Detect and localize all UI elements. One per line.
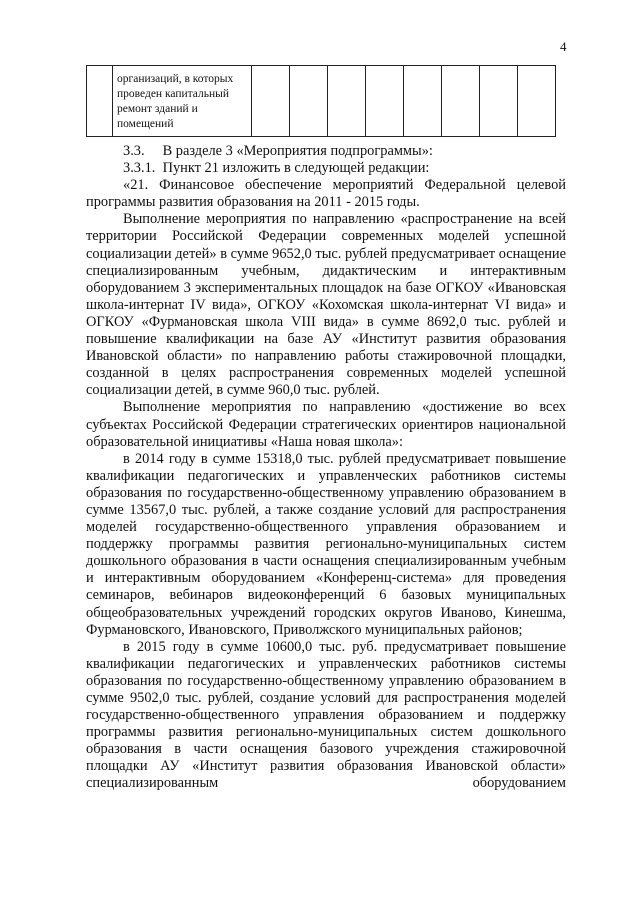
table-cell-value	[442, 66, 480, 137]
table-cell-value	[404, 66, 442, 137]
paragraph: Выполнение мероприятия по направлению «распространение на всей территории Российской Федерации современных моделей успешной социализации детей» в сумме 9652,0 тыс. рублей предусматривает оснащение специализированным учебным, дидактическим и интерактивным оборудованием 3 экспериментальных площадок на базе ОГКОУ «Ивановская школа-интернат IV вида», ОГКОУ «Кохомская школа-интернат VI вида» и ОГКОУ «Фурмановская школа VIII вида» в сумме 8692,0 тыс. рублей и повышение квалификации на базе АУ «Институт развития образования Ивановской области» по направлению работы стажировочной площадки, созданной в целях распространения современных моделей успешной социализации детей, в сумме 960,0 тыс. рублей.	[86, 211, 566, 399]
paragraph: в 2014 году в сумме 15318,0 тыс. рублей предусматривает повышение квалификации педагогических и управленческих работников системы образования по государственно-общественному управлению образованием в сумме 13567,0 тыс. рублей, а также создание условий для распространения моделей государственно-общественного управления образованием и поддержку программы развития регионально-муниципальных систем дошкольного образования в части оснащения специализированным учебным и интерактивным оборудованием «Конференц-система» для проведения семинаров, вебинаров видеоконференций 6 базовых муниципальных общеобразовательных учреждений городских округов Иваново, Кинешма, Фурмановского, Ивановского, Приволжского муниципальных районов;	[86, 450, 566, 638]
section-heading: 3.3. В разделе 3 «Мероприятия подпрограммы»:	[123, 143, 433, 159]
table-cell-indicator: организаций, в которых проведен капитальный ремонт зданий и помещений	[113, 66, 252, 137]
table-cell-value	[366, 66, 404, 137]
table-cell-value	[518, 66, 556, 137]
page-number: 4	[560, 39, 567, 54]
paragraph: в 2015 году в сумме 10600,0 тыс. руб. предусматривает повышение квалификации педагогических и управленческих работников системы образования по государственно-общественному управлению образованием в сумме 9502,0 тыс. рублей, создание условий для распространения моделей государственно-общественного управления образованием и поддержку программы развития регионально-муниципальных систем дошкольного образования в части оснащения базового учреждения стажировочной площадки АУ «Институт развития образования Ивановской области» специализированным оборудованием	[86, 638, 566, 792]
table-cell-value	[328, 66, 366, 137]
table-cell-value	[290, 66, 328, 137]
subsection-heading: 3.3.1. Пункт 21 изложить в следующей редакции:	[123, 160, 430, 177]
continued-table	[86, 65, 556, 137]
table-cell-value	[480, 66, 518, 137]
table-cell-number	[87, 66, 113, 137]
document-body	[86, 143, 566, 793]
paragraph: Выполнение мероприятия по направлению «достижение во всех субъектах Российской Федерации стратегических ориентиров национальной образовательной инициативы «Наша новая школа»:	[86, 399, 566, 450]
paragraph: программы развития образования на 2011 - 2015 годы.	[86, 194, 420, 211]
table-cell-value	[252, 66, 290, 137]
table-row	[87, 66, 556, 137]
paragraph: «21. Финансовое обеспечение мероприятий Федеральной целевой	[123, 177, 566, 194]
